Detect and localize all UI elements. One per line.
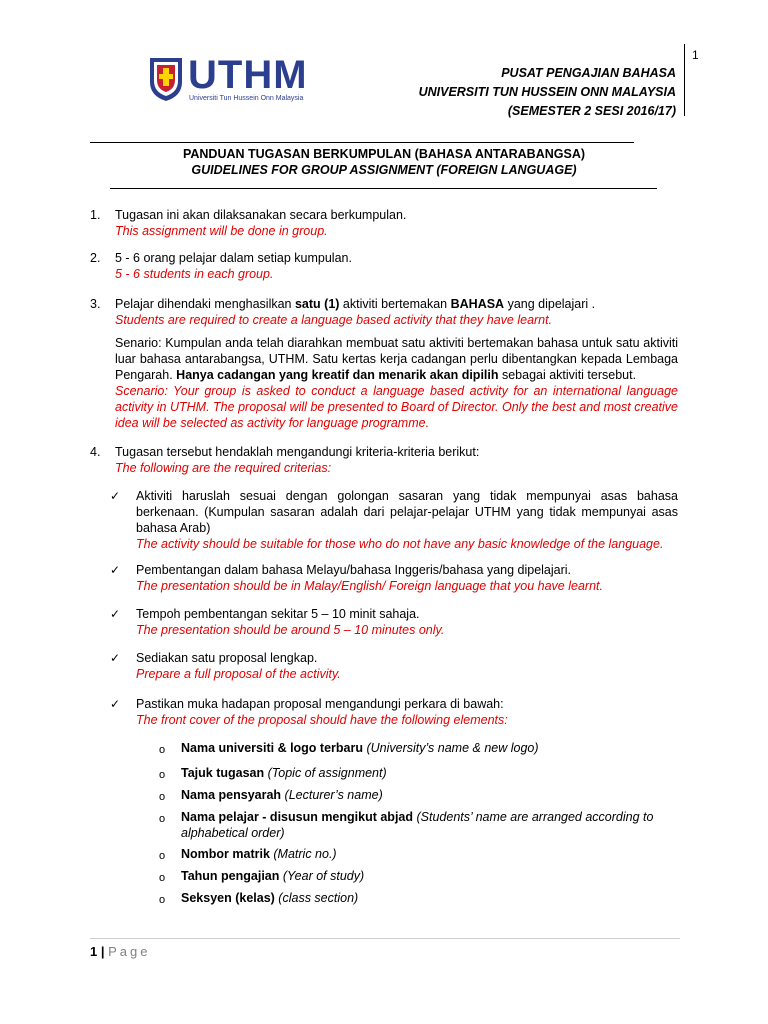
item-4-english: The following are the required criterias: xyxy=(115,461,332,475)
bullet-icon: o xyxy=(159,894,166,906)
item-2 xyxy=(115,250,678,282)
item-3-english: Students are required to create a language based activity that they have learnt. xyxy=(115,313,553,327)
item-number: 1. xyxy=(90,208,101,222)
criteria-2-malay: Pembentangan dalam bahasa Melayu/bahasa Inggeris/bahasa yang dipelajari. xyxy=(136,563,572,577)
element-4: Nama pelajar - disusun mengikut abjad (Students’ name are arranged according to alphabetical order) xyxy=(181,810,654,840)
footer-page-label: Page xyxy=(108,944,151,959)
element-2: Tajuk tugasan (Topic of assignment) xyxy=(181,766,387,780)
checkmark-icon: ✓ xyxy=(110,489,121,503)
criteria-1-malay: Aktiviti haruslah sesuai dengan golongan sasaran yang tidak mempunyai asas bahasa berkenaan. (Kumpulan sasaran adalah dari pelajar-pelajar UTHM yang tidak mempunyai asas bahasa Arab) xyxy=(136,489,678,535)
item-number: 2. xyxy=(90,251,101,265)
bullet-icon: o xyxy=(159,744,166,756)
element-6: Tahun pengajian (Year of study) xyxy=(181,869,365,883)
footer-rule xyxy=(90,938,680,939)
uthm-shield-icon xyxy=(148,56,184,102)
checkmark-icon: ✓ xyxy=(110,563,121,577)
title-bottom-rule xyxy=(110,188,657,189)
bullet-icon: o xyxy=(159,769,166,781)
criteria-3-english: The presentation should be around 5 – 10 minutes only. xyxy=(136,623,445,637)
logo-wordmark: UTHM xyxy=(188,53,308,97)
item-3-malay: Pelajar dihendaki menghasilkan satu (1) aktiviti bertemakan BAHASA yang dipelajari . xyxy=(115,297,596,311)
bullet-icon: o xyxy=(159,850,166,862)
title-english: GUIDELINES FOR GROUP ASSIGNMENT (FOREIGN LANGUAGE) xyxy=(191,163,577,177)
item-4 xyxy=(115,444,678,476)
criteria-4-english: Prepare a full proposal of the activity. xyxy=(136,667,341,681)
checkmark-icon: ✓ xyxy=(110,651,121,665)
header-vertical-rule xyxy=(684,44,685,116)
item-1-english: This assignment will be done in group. xyxy=(115,224,328,238)
item-2-english: 5 - 6 students in each group. xyxy=(115,267,274,281)
criteria-5-english: The front cover of the proposal should have the following elements: xyxy=(136,713,508,727)
item-2-malay: 5 - 6 orang pelajar dalam setiap kumpulan. xyxy=(115,251,352,265)
bullet-icon: o xyxy=(159,813,166,825)
bullet-icon: o xyxy=(159,872,166,884)
criteria-5 xyxy=(136,696,678,728)
item-3 xyxy=(115,296,678,328)
criteria-5-malay: Pastikan muka hadapan proposal mengandungi perkara di bawah: xyxy=(136,697,504,711)
header-line-1: PUSAT PENGAJIAN BAHASA xyxy=(501,66,676,80)
header-line-2: UNIVERSITI TUN HUSSEIN ONN MALAYSIA xyxy=(418,85,676,99)
element-1: Nama universiti & logo terbaru (University’s name & new logo) xyxy=(181,741,539,755)
item-number: 3. xyxy=(90,297,101,311)
criteria-2 xyxy=(136,562,678,594)
page-footer xyxy=(90,944,151,959)
item-1-malay: Tugasan ini akan dilaksanakan secara berkumpulan. xyxy=(115,208,407,222)
header-line-3: (SEMESTER 2 SESI 2016/17) xyxy=(507,104,676,118)
item-1 xyxy=(115,207,678,239)
element-3: Nama pensyarah (Lecturer’s name) xyxy=(181,788,383,802)
title-malay: PANDUAN TUGASAN BERKUMPULAN (BAHASA ANTARABANGSA) xyxy=(182,147,586,161)
footer-separator: | xyxy=(100,944,105,959)
criteria-3-malay: Tempoh pembentangan sekitar 5 – 10 minit sahaja. xyxy=(136,607,420,621)
checkmark-icon: ✓ xyxy=(110,607,121,621)
item-4-malay: Tugasan tersebut hendaklah mengandungi kriteria-kriteria berikut: xyxy=(115,445,480,459)
scenario-english: Scenario: Your group is asked to conduct a language based activity for an international language activity in UTHM. The proposal will be presented to Board of Director. Only the best and most creative idea will be selected as activity for language programme. xyxy=(115,384,678,430)
criteria-3 xyxy=(136,606,678,638)
item-number: 4. xyxy=(90,445,101,459)
top-page-number: 1 xyxy=(692,48,699,62)
title-top-rule xyxy=(90,142,634,143)
scenario-malay: Senario: Kumpulan anda telah diarahkan membuat satu aktiviti bertemakan bahasa untuk satu aktiviti luar bahasa antarabangsa, UTHM. Satu kertas kerja cadangan perlu dibentangkan kepada Lembaga Pengarah. Hanya cadangan yang kreatif dan menarik akan dipilih sebagai aktiviti tersebut. xyxy=(115,336,678,382)
bullet-icon: o xyxy=(159,791,166,803)
criteria-1 xyxy=(136,488,678,552)
element-7: Seksyen (kelas) (class section) xyxy=(181,891,359,905)
footer-page-number: 1 xyxy=(90,944,98,959)
header-institution-block xyxy=(419,64,676,121)
logo-subtitle: Universiti Tun Hussein Onn Malaysia xyxy=(189,95,304,102)
criteria-2-english: The presentation should be in Malay/English/ Foreign language that you have learnt. xyxy=(136,579,603,593)
checkmark-icon: ✓ xyxy=(110,697,121,711)
criteria-1-english: The activity should be suitable for those who do not have any basic knowledge of the language. xyxy=(136,537,664,551)
criteria-4 xyxy=(136,650,678,682)
element-5: Nombor matrik (Matric no.) xyxy=(181,847,337,861)
criteria-4-malay: Sediakan satu proposal lengkap. xyxy=(136,651,318,665)
